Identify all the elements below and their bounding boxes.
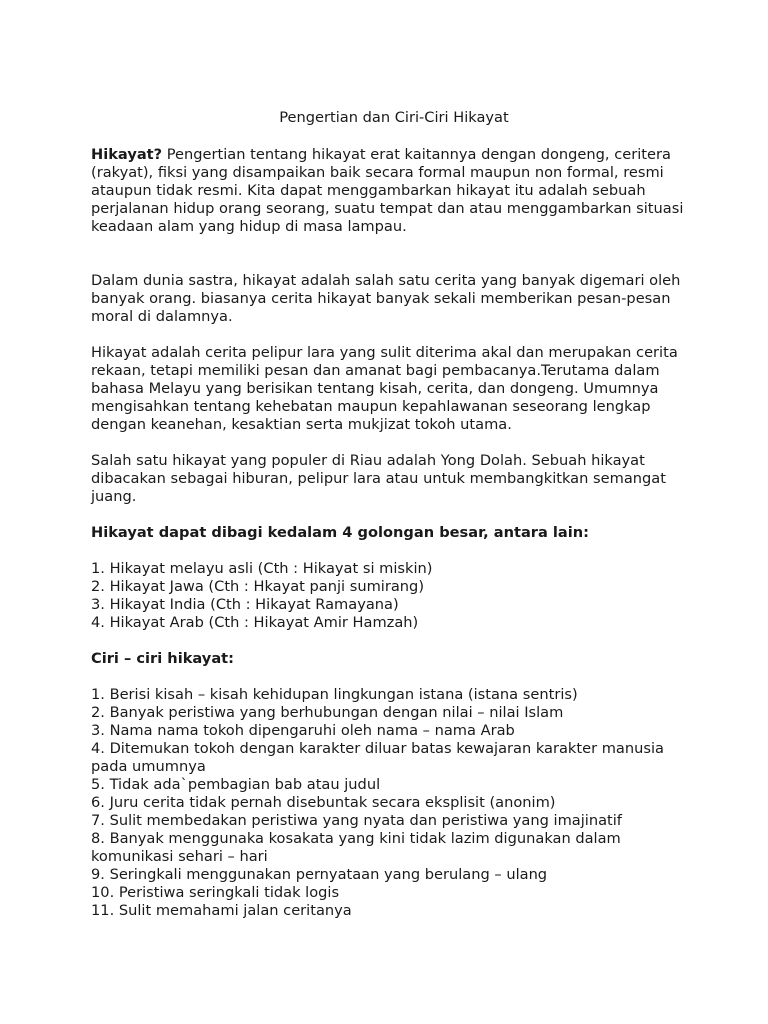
list-item: 2. Banyak peristiwa yang berhubungan dengan nilai – nilai Islam	[91, 704, 564, 721]
spacer	[91, 668, 691, 686]
list-item: 3. Nama nama tokoh dipengaruhi oleh nama – nama Arab	[91, 722, 515, 739]
spacer	[91, 632, 691, 650]
paragraph-sastra: Dalam dunia sastra, hikayat adalah salah satu cerita yang banyak digemari oleh banyak orang. biasanya cerita hikayat banyak sekali memberikan pesan-pesan moral di dalamnya.	[91, 272, 681, 325]
list-item: 1. Hikayat melayu asli (Cth : Hikayat si miskin)	[91, 560, 433, 577]
list-item: 7. Sulit membedakan peristiwa yang nyata dan peristiwa yang imajinatif	[91, 812, 622, 829]
golongan-list	[91, 560, 691, 632]
intro-lead: Hikayat?	[91, 146, 163, 163]
golongan-heading: Hikayat dapat dibagi kedalam 4 golongan besar, antara lain:	[91, 524, 590, 541]
list-item: 2. Hikayat Jawa (Cth : Hkayat panji sumirang)	[91, 578, 425, 595]
spacer	[91, 542, 691, 560]
list-item: 11. Sulit memahami jalan ceritanya	[91, 902, 352, 919]
spacer	[91, 434, 691, 452]
list-item: 6. Juru cerita tidak pernah disebuntak secara eksplisit (anonim)	[91, 794, 556, 811]
intro-text: Pengertian tentang hikayat erat kaitannya dengan dongeng, ceritera (rakyat), fiksi yang disampaikan baik secara formal maupun non formal, resmi ataupun tidak resmi. Kita dapat menggambarkan hikayat itu adalah sebuah perjalanan hidup orang seorang, suatu tempat dan atau menggambarkan situasi keadaan alam yang hidup di masa lampau.	[91, 146, 684, 235]
ciri-heading: Ciri – ciri hikayat:	[91, 650, 234, 667]
paragraph-riau: Salah satu hikayat yang populer di Riau adalah Yong Dolah. Sebuah hikayat dibacakan sebagai hiburan, pelipur lara atau untuk membangkitkan semangat juang.	[91, 452, 666, 505]
list-item: 3. Hikayat India (Cth : Hikayat Ramayana)	[91, 596, 399, 613]
list-item: 4. Ditemukan tokoh dengan karakter diluar batas kewajaran karakter manusia pada umumnya	[91, 740, 664, 775]
list-item: 10. Peristiwa seringkali tidak logis	[91, 884, 340, 901]
page-title: Pengertian dan Ciri-Ciri Hikayat	[279, 109, 509, 126]
list-item: 8. Banyak menggunaka kosakata yang kini tidak lazim digunakan dalam komunikasi sehari – hari	[91, 830, 621, 865]
list-item: 4. Hikayat Arab (Cth : Hikayat Amir Hamzah)	[91, 614, 419, 631]
ciri-list	[91, 686, 691, 920]
list-item: 1. Berisi kisah – kisah kehidupan lingkungan istana (istana sentris)	[91, 686, 578, 703]
list-item: 9. Seringkali menggunakan pernyataan yang berulang – ulang	[91, 866, 548, 883]
spacer	[91, 236, 691, 272]
paragraph-pelipur-lara: Hikayat adalah cerita pelipur lara yang sulit diterima akal dan merupakan cerita rekaan, tetapi memiliki pesan dan amanat bagi pembacanya.Terutama dalam bahasa Melayu yang berisikan tentang kisah, cerita, dan dongeng. Umumnya mengisahkan tentang kehebatan maupun kepahlawanan seseorang lengkap dengan keanehan, kesaktian serta mukjizat tokoh utama.	[91, 344, 678, 433]
list-item: 5. Tidak ada`pembagian bab atau judul	[91, 776, 381, 793]
document-page	[91, 109, 691, 920]
spacer	[91, 326, 691, 344]
intro-paragraph	[91, 146, 691, 236]
spacer	[91, 506, 691, 524]
